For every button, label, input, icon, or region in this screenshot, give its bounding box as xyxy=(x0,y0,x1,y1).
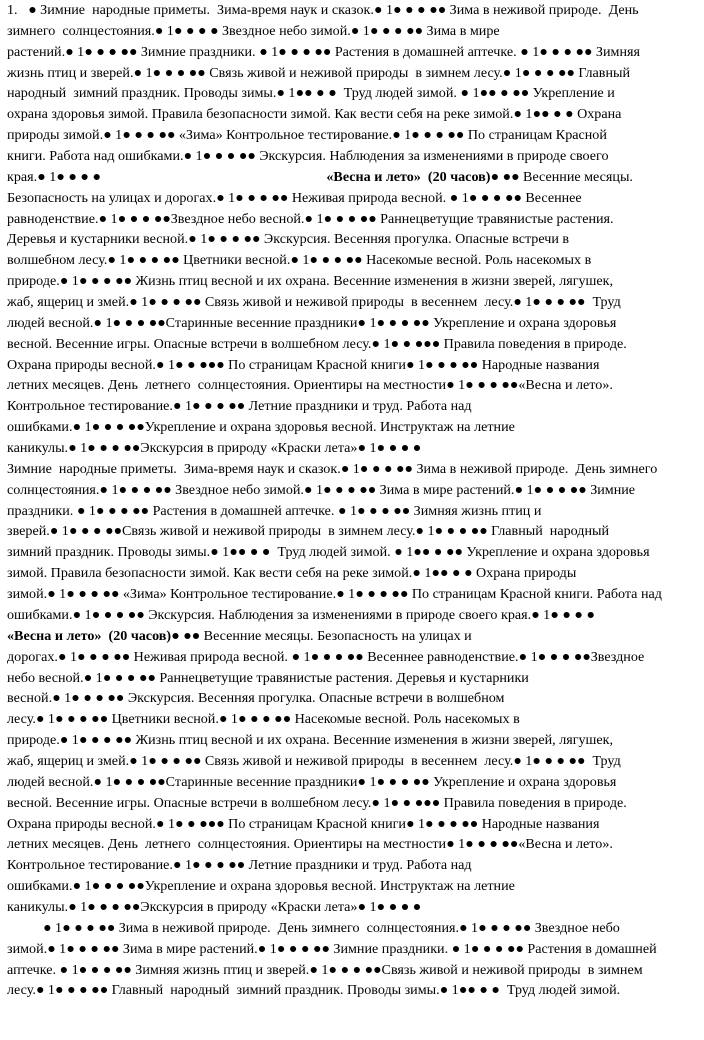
text-line xyxy=(7,521,696,542)
text-segment: лесу.● 1● ● ● ●● Главный народный зимний праздник. Проводы зимы.● 1●● ● ● Труд людей зимой. xyxy=(7,982,621,999)
text-segment: зимой. Правила безопасности зимой. Как вести себя на реке зимой.● 1●● ● ● Охрана природы xyxy=(7,565,577,582)
text-line xyxy=(7,501,696,522)
text-line xyxy=(7,355,696,376)
text-segment: каникулы.● 1● ● ● ●●Экскурсия в природу «Краски лета»● 1● ● ● ● xyxy=(7,898,422,915)
text-segment: дорогах.● 1● ● ● ●● Неживая природа весной. ● 1● ● ● ●● Весеннее равноденствие.● 1● ● ● ●●Звездное xyxy=(7,648,645,665)
text-segment: жаб, ящериц и змей.● 1● ● ● ●● Связь живой и неживой природы в весеннем лесу.● 1● ● ● ●● Труд xyxy=(7,752,621,769)
text-line xyxy=(7,125,696,146)
section-heading: «Весна и лето» (20 часов) xyxy=(7,627,172,644)
text-line xyxy=(7,980,696,1001)
text-segment: Зимние народные приметы. Зима-время наук и сказок.● 1● ● ● ●● Зима в неживой природе. День зимнего xyxy=(7,460,658,477)
text-line xyxy=(7,438,696,459)
text-segment: солнцестояния.● 1● ● ● ●● Звездное небо зимой.● 1● ● ● ●● Зима в мире растений.● 1● ● ● ●● Зимние xyxy=(7,481,636,498)
text-line xyxy=(7,146,696,167)
text-segment: зверей.● 1● ● ● ●●Связь живой и неживой природы в зимнем лесу.● 1● ● ● ●● Главный народный xyxy=(7,523,610,540)
text-segment: охрана здоровья зимой. Правила безопасности зимой. Как вести себя на реке зимой.● 1●● ● ● Охрана xyxy=(7,106,622,123)
text-line xyxy=(7,188,696,209)
text-segment: весной. Весенние игры. Опасные встречи в волшебном лесу.● 1● ● ●●● Правила поведения в природе. xyxy=(7,794,627,811)
text-segment: жизнь птиц и зверей.● 1● ● ● ●● Связь живой и неживой природы в зимнем лесу.● 1● ● ● ●● Главный xyxy=(7,64,631,81)
text-segment: Деревья и кустарники весной.● 1● ● ● ●● Экскурсия. Весенняя прогулка. Опасные встречи в xyxy=(7,231,570,248)
text-segment: аптечке. ● 1● ● ● ●● Зимняя жизнь птиц и зверей.● 1● ● ● ●●Связь живой и неживой природы в зимнем xyxy=(7,961,643,978)
text-segment: Безопасность на улицах и дорогах.● 1● ● ● ●● Неживая природа весной. ● 1● ● ● ●● Весеннее xyxy=(7,189,582,206)
text-segment: волшебном лесу.● 1● ● ● ●● Цветники весной.● 1● ● ● ●● Насекомые весной. Роль насекомых в xyxy=(7,252,592,269)
text-line xyxy=(7,271,696,292)
text-segment: 1. ● Зимние народные приметы. Зима-время наук и сказок.● 1● ● ● ●● Зима в неживой природе. День xyxy=(7,2,639,18)
text-segment: людей весной.● 1● ● ● ●●Старинные весенние праздники● 1● ● ● ●● Укрепление и охрана здоровья xyxy=(7,314,617,331)
text-segment: летних месяцев. День летнего солнцестояния. Ориентиры на местности● 1● ● ● ●●«Весна и лето». xyxy=(7,377,613,394)
text-segment: ● ●● Весенние месяцы. xyxy=(490,168,633,185)
text-line xyxy=(7,834,696,855)
text-segment: Контрольное тестирование.● 1● ● ● ●● Летние праздники и труд. Работа над xyxy=(7,857,472,874)
text-line xyxy=(7,751,696,772)
text-line xyxy=(7,939,696,960)
text-segment: народный зимний праздник. Проводы зимы.● 1●● ● ● Труд людей зимой. ● 1●● ● ●● Укрепление и xyxy=(7,85,615,102)
text-segment: природы зимой.● 1● ● ● ●● «Зима» Контрольное тестирование.● 1● ● ● ●● По страницам Красной xyxy=(7,127,607,144)
text-line xyxy=(7,459,696,480)
text-segment: природе.● 1● ● ● ●● Жизнь птиц весной и их охрана. Весенние изменения в жизни зверей, лягушек, xyxy=(7,273,614,290)
text-line xyxy=(7,21,696,42)
text-line xyxy=(7,229,696,250)
text-line xyxy=(7,167,696,188)
text-segment: весной.● 1● ● ● ●● Экскурсия. Весенняя прогулка. Опасные встречи в волшебном xyxy=(7,690,505,707)
text-line xyxy=(7,563,696,584)
text-segment: ошибками.● 1● ● ● ●● Экскурсия. Наблюдения за изменениями в природе своего края.● 1● ● ● ● xyxy=(7,606,595,623)
text-line xyxy=(7,918,696,939)
text-segment: Охрана природы весной.● 1● ● ●●● По страницам Красной книги● 1● ● ● ●● Народные названия xyxy=(7,356,600,373)
text-line xyxy=(7,542,696,563)
text-segment: жаб, ящериц и змей.● 1● ● ● ●● Связь живой и неживой природы в весеннем лесу.● 1● ● ● ●● Труд xyxy=(7,294,621,311)
document-text xyxy=(7,0,696,1001)
text-line xyxy=(7,772,696,793)
text-line xyxy=(7,709,696,730)
text-line xyxy=(7,960,696,981)
text-segment: края.● 1● ● ● ● xyxy=(7,168,327,185)
text-segment: лесу.● 1● ● ● ●● Цветники весной.● 1● ● ● ●● Насекомые весной. Роль насекомых в xyxy=(7,711,520,728)
text-segment: ошибками.● 1● ● ● ●●Укрепление и охрана здоровья весной. Инструктаж на летние xyxy=(7,419,515,436)
text-line xyxy=(7,668,696,689)
text-line xyxy=(7,83,696,104)
text-segment: зимой.● 1● ● ● ●● «Зима» Контрольное тестирование.● 1● ● ● ●● По страницам Красной книги. Работа над xyxy=(7,586,662,603)
text-line xyxy=(7,647,696,668)
text-segment: природе.● 1● ● ● ●● Жизнь птиц весной и их охрана. Весенние изменения в жизни зверей, лягушек, xyxy=(7,732,614,749)
text-line xyxy=(7,688,696,709)
text-line xyxy=(7,855,696,876)
text-line xyxy=(7,104,696,125)
text-line xyxy=(7,584,696,605)
text-line xyxy=(7,814,696,835)
text-line xyxy=(7,334,696,355)
text-line xyxy=(7,417,696,438)
text-line xyxy=(7,626,696,647)
text-line xyxy=(7,793,696,814)
text-line xyxy=(7,730,696,751)
text-segment: зимнего солнцестояния.● 1● ● ● ● Звездное небо зимой.● 1● ● ● ●● Зима в мире xyxy=(7,22,500,39)
text-line xyxy=(7,375,696,396)
text-segment: каникулы.● 1● ● ● ●●Экскурсия в природу «Краски лета»● 1● ● ● ● xyxy=(7,440,422,457)
text-line xyxy=(7,292,696,313)
text-segment: ● ●● Весенние месяцы. Безопасность на улицах и xyxy=(171,627,472,644)
text-segment: весной. Весенние игры. Опасные встречи в волшебном лесу.● 1● ● ●●● Правила поведения в природе. xyxy=(7,335,627,352)
text-segment: зимой.● 1● ● ● ●● Зима в мире растений.● 1● ● ● ●● Зимние праздники. ● 1● ● ● ●● Растения в домашней xyxy=(7,940,657,957)
text-line xyxy=(7,876,696,897)
text-line xyxy=(7,897,696,918)
text-line xyxy=(7,480,696,501)
text-segment: зимний праздник. Проводы зимы.● 1●● ● ● Труд людей зимой. ● 1●● ● ●● Укрепление и охрана здоровья xyxy=(7,544,650,561)
text-segment: праздники. ● 1● ● ● ●● Растения в домашней аптечке. ● 1● ● ● ●● Зимняя жизнь птиц и xyxy=(7,502,542,519)
text-segment: Контрольное тестирование.● 1● ● ● ●● Летние праздники и труд. Работа над xyxy=(7,398,472,415)
text-line xyxy=(7,42,696,63)
text-line xyxy=(7,313,696,334)
text-line xyxy=(7,605,696,626)
text-segment: Охрана природы весной.● 1● ● ●●● По страницам Красной книги● 1● ● ● ●● Народные названия xyxy=(7,815,600,832)
text-segment: небо весной.● 1● ● ● ●● Раннецветущие травянистые растения. Деревья и кустарники xyxy=(7,669,529,686)
text-segment: растений.● 1● ● ● ●● Зимние праздники. ● 1● ● ● ●● Растения в домашней аптечке. ● 1● ● ● ●● Зимняя xyxy=(7,43,640,60)
text-line xyxy=(7,0,696,21)
text-line xyxy=(7,63,696,84)
text-segment: летних месяцев. День летнего солнцестояния. Ориентиры на местности● 1● ● ● ●●«Весна и лето». xyxy=(7,836,613,853)
text-segment: ● 1● ● ● ●● Зима в неживой природе. День зимнего солнцестояния.● 1● ● ● ●● Звездное небо xyxy=(43,919,620,936)
text-line xyxy=(7,396,696,417)
text-line xyxy=(7,250,696,271)
text-segment: равноденствие.● 1● ● ● ●●Звездное небо весной.● 1● ● ● ●● Раннецветущие травянистые растения. xyxy=(7,210,614,227)
text-segment: книги. Работа над ошибками.● 1● ● ● ●● Экскурсия. Наблюдения за изменениями в природе своего xyxy=(7,148,609,165)
section-heading: «Весна и лето» (20 часов) xyxy=(326,168,491,185)
text-segment: ошибками.● 1● ● ● ●●Укрепление и охрана здоровья весной. Инструктаж на летние xyxy=(7,878,515,895)
text-line xyxy=(7,209,696,230)
text-segment: людей весной.● 1● ● ● ●●Старинные весенние праздники● 1● ● ● ●● Укрепление и охрана здоровья xyxy=(7,773,617,790)
